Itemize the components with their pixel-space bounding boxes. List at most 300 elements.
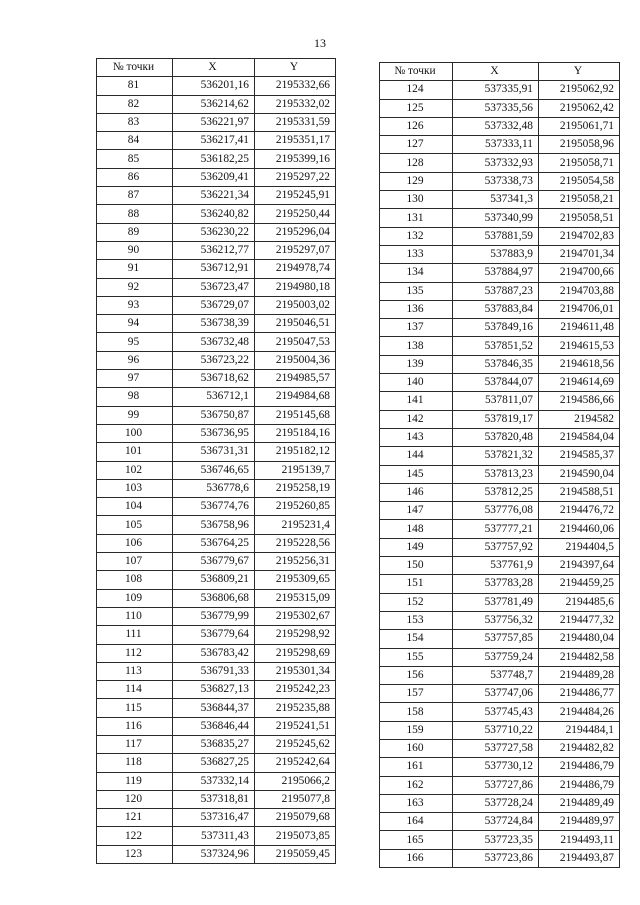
y-coordinate-cell: 2194397,64 bbox=[539, 557, 620, 575]
table-row bbox=[97, 699, 336, 717]
x-coordinate-cell: 537849,16 bbox=[453, 319, 539, 337]
point-number-cell: 146 bbox=[380, 483, 453, 501]
x-coordinate-cell: 536723,47 bbox=[173, 278, 255, 296]
y-coordinate-cell: 2195235,88 bbox=[255, 699, 336, 717]
table-row bbox=[97, 443, 336, 461]
point-number-cell: 96 bbox=[97, 351, 173, 369]
table-row bbox=[380, 465, 620, 483]
point-number-cell: 116 bbox=[97, 717, 173, 735]
header-y: Y bbox=[539, 63, 620, 81]
y-coordinate-cell: 2194615,53 bbox=[539, 337, 620, 355]
x-coordinate-cell: 536758,96 bbox=[173, 516, 255, 534]
y-coordinate-cell: 2195061,71 bbox=[539, 117, 620, 135]
table-row bbox=[380, 300, 620, 318]
table-row bbox=[97, 534, 336, 552]
table-row bbox=[97, 424, 336, 442]
table-row bbox=[97, 370, 336, 388]
y-coordinate-cell: 2194486,77 bbox=[539, 685, 620, 703]
x-coordinate-cell: 536806,68 bbox=[173, 589, 255, 607]
y-coordinate-cell: 2194476,72 bbox=[539, 502, 620, 520]
table-row bbox=[380, 447, 620, 465]
x-coordinate-cell: 537887,23 bbox=[453, 282, 539, 300]
x-coordinate-cell: 537748,7 bbox=[453, 666, 539, 684]
y-coordinate-cell: 2195059,45 bbox=[255, 845, 336, 863]
table-row bbox=[97, 809, 336, 827]
point-number-cell: 156 bbox=[380, 666, 453, 684]
y-coordinate-cell: 2195297,22 bbox=[255, 168, 336, 186]
point-number-cell: 123 bbox=[97, 845, 173, 863]
x-coordinate-cell: 537723,86 bbox=[453, 849, 539, 867]
y-coordinate-cell: 2195256,31 bbox=[255, 553, 336, 571]
x-coordinate-cell: 536729,07 bbox=[173, 296, 255, 314]
point-number-cell: 153 bbox=[380, 611, 453, 629]
x-coordinate-cell: 537761,9 bbox=[453, 557, 539, 575]
x-coordinate-cell: 537318,81 bbox=[173, 790, 255, 808]
x-coordinate-cell: 536240,82 bbox=[173, 205, 255, 223]
y-coordinate-cell: 2194985,57 bbox=[255, 370, 336, 388]
point-number-cell: 134 bbox=[380, 264, 453, 282]
x-coordinate-cell: 537759,24 bbox=[453, 648, 539, 666]
table-row bbox=[97, 553, 336, 571]
coordinates-table-right bbox=[379, 62, 620, 868]
point-number-cell: 139 bbox=[380, 355, 453, 373]
table-row bbox=[97, 77, 336, 95]
point-number-cell: 97 bbox=[97, 370, 173, 388]
x-coordinate-cell: 537883,9 bbox=[453, 245, 539, 263]
header-point-number: № точки bbox=[97, 59, 173, 77]
table-row bbox=[380, 136, 620, 154]
y-coordinate-cell: 2195296,04 bbox=[255, 223, 336, 241]
y-coordinate-cell: 2194482,58 bbox=[539, 648, 620, 666]
table-row bbox=[97, 132, 336, 150]
y-coordinate-cell: 2194484,1 bbox=[539, 721, 620, 739]
header-x: X bbox=[453, 63, 539, 81]
x-coordinate-cell: 536779,67 bbox=[173, 553, 255, 571]
x-coordinate-cell: 536221,97 bbox=[173, 113, 255, 131]
point-number-cell: 131 bbox=[380, 209, 453, 227]
table-row bbox=[380, 502, 620, 520]
point-number-cell: 100 bbox=[97, 424, 173, 442]
table-row bbox=[380, 154, 620, 172]
x-coordinate-cell: 536779,99 bbox=[173, 607, 255, 625]
point-number-cell: 149 bbox=[380, 538, 453, 556]
x-coordinate-cell: 537333,11 bbox=[453, 136, 539, 154]
table-row bbox=[97, 735, 336, 753]
x-coordinate-cell: 537884,97 bbox=[453, 264, 539, 282]
table-row bbox=[97, 296, 336, 314]
point-number-cell: 141 bbox=[380, 392, 453, 410]
table-row bbox=[97, 662, 336, 680]
table-row bbox=[380, 557, 620, 575]
table-row bbox=[380, 611, 620, 629]
point-number-cell: 164 bbox=[380, 813, 453, 831]
point-number-cell: 148 bbox=[380, 520, 453, 538]
table-row bbox=[380, 319, 620, 337]
y-coordinate-cell: 2195242,23 bbox=[255, 681, 336, 699]
table-row bbox=[380, 538, 620, 556]
point-number-cell: 93 bbox=[97, 296, 173, 314]
x-coordinate-cell: 537883,84 bbox=[453, 300, 539, 318]
point-number-cell: 135 bbox=[380, 282, 453, 300]
table-row bbox=[380, 721, 620, 739]
x-coordinate-cell: 536779,64 bbox=[173, 626, 255, 644]
table-row bbox=[380, 648, 620, 666]
y-coordinate-cell: 2194611,48 bbox=[539, 319, 620, 337]
y-coordinate-cell: 2194460,06 bbox=[539, 520, 620, 538]
table-row bbox=[380, 282, 620, 300]
x-coordinate-cell: 536182,25 bbox=[173, 150, 255, 168]
y-coordinate-cell: 2195258,19 bbox=[255, 479, 336, 497]
x-coordinate-cell: 537335,56 bbox=[453, 99, 539, 117]
x-coordinate-cell: 537710,22 bbox=[453, 721, 539, 739]
point-number-cell: 159 bbox=[380, 721, 453, 739]
x-coordinate-cell: 536791,33 bbox=[173, 662, 255, 680]
table-row bbox=[380, 99, 620, 117]
page-number: 13 bbox=[314, 36, 326, 50]
point-number-cell: 90 bbox=[97, 241, 173, 259]
table-row bbox=[380, 410, 620, 428]
x-coordinate-cell: 537724,84 bbox=[453, 813, 539, 831]
x-coordinate-cell: 536774,76 bbox=[173, 498, 255, 516]
y-coordinate-cell: 2195184,16 bbox=[255, 424, 336, 442]
table-row bbox=[380, 191, 620, 209]
x-coordinate-cell: 537783,28 bbox=[453, 575, 539, 593]
table-row bbox=[380, 758, 620, 776]
x-coordinate-cell: 537776,08 bbox=[453, 502, 539, 520]
table-row bbox=[97, 607, 336, 625]
table-row bbox=[97, 351, 336, 369]
y-coordinate-cell: 2195062,42 bbox=[539, 99, 620, 117]
table-row bbox=[97, 571, 336, 589]
x-coordinate-cell: 536738,39 bbox=[173, 315, 255, 333]
point-number-cell: 110 bbox=[97, 607, 173, 625]
y-coordinate-cell: 2195066,2 bbox=[255, 772, 336, 790]
point-number-cell: 101 bbox=[97, 443, 173, 461]
y-coordinate-cell: 2195046,51 bbox=[255, 315, 336, 333]
y-coordinate-cell: 2195245,91 bbox=[255, 187, 336, 205]
point-number-cell: 157 bbox=[380, 685, 453, 703]
y-coordinate-cell: 2195351,17 bbox=[255, 132, 336, 150]
point-number-cell: 106 bbox=[97, 534, 173, 552]
x-coordinate-cell: 537821,32 bbox=[453, 447, 539, 465]
table-row bbox=[380, 337, 620, 355]
point-number-cell: 126 bbox=[380, 117, 453, 135]
point-number-cell: 112 bbox=[97, 644, 173, 662]
point-number-cell: 142 bbox=[380, 410, 453, 428]
y-coordinate-cell: 2194701,34 bbox=[539, 245, 620, 263]
y-coordinate-cell: 2195058,51 bbox=[539, 209, 620, 227]
y-coordinate-cell: 2195298,92 bbox=[255, 626, 336, 644]
point-number-cell: 86 bbox=[97, 168, 173, 186]
table-row bbox=[97, 772, 336, 790]
x-coordinate-cell: 536214,62 bbox=[173, 95, 255, 113]
x-coordinate-cell: 537756,32 bbox=[453, 611, 539, 629]
table-row bbox=[380, 630, 620, 648]
x-coordinate-cell: 536217,41 bbox=[173, 132, 255, 150]
y-coordinate-cell: 2194618,56 bbox=[539, 355, 620, 373]
x-coordinate-cell: 537730,12 bbox=[453, 758, 539, 776]
point-number-cell: 84 bbox=[97, 132, 173, 150]
x-coordinate-cell: 537846,35 bbox=[453, 355, 539, 373]
table-row bbox=[97, 150, 336, 168]
x-coordinate-cell: 536827,25 bbox=[173, 754, 255, 772]
x-coordinate-cell: 537311,43 bbox=[173, 827, 255, 845]
table-row bbox=[380, 428, 620, 446]
y-coordinate-cell: 2195139,7 bbox=[255, 461, 336, 479]
table-row bbox=[97, 187, 336, 205]
point-number-cell: 114 bbox=[97, 681, 173, 699]
y-coordinate-cell: 2195332,66 bbox=[255, 77, 336, 95]
table-row bbox=[380, 831, 620, 849]
y-coordinate-cell: 2194984,68 bbox=[255, 388, 336, 406]
table-row bbox=[97, 790, 336, 808]
table-row bbox=[97, 260, 336, 278]
point-number-cell: 166 bbox=[380, 849, 453, 867]
table-row bbox=[97, 516, 336, 534]
point-number-cell: 158 bbox=[380, 703, 453, 721]
y-coordinate-cell: 2194700,66 bbox=[539, 264, 620, 282]
x-coordinate-cell: 537723,35 bbox=[453, 831, 539, 849]
y-coordinate-cell: 2195331,59 bbox=[255, 113, 336, 131]
point-number-cell: 137 bbox=[380, 319, 453, 337]
point-number-cell: 133 bbox=[380, 245, 453, 263]
table-row bbox=[380, 666, 620, 684]
y-coordinate-cell: 2194706,01 bbox=[539, 300, 620, 318]
table-row bbox=[380, 245, 620, 263]
y-coordinate-cell: 2195301,34 bbox=[255, 662, 336, 680]
y-coordinate-cell: 2195182,12 bbox=[255, 443, 336, 461]
point-number-cell: 88 bbox=[97, 205, 173, 223]
header-y: Y bbox=[255, 59, 336, 77]
x-coordinate-cell: 536809,21 bbox=[173, 571, 255, 589]
x-coordinate-cell: 536723,22 bbox=[173, 351, 255, 369]
table-row bbox=[380, 813, 620, 831]
y-coordinate-cell: 2194493,11 bbox=[539, 831, 620, 849]
table-row bbox=[97, 388, 336, 406]
table-row bbox=[97, 315, 336, 333]
x-coordinate-cell: 536718,62 bbox=[173, 370, 255, 388]
point-number-cell: 128 bbox=[380, 154, 453, 172]
point-number-cell: 144 bbox=[380, 447, 453, 465]
point-number-cell: 138 bbox=[380, 337, 453, 355]
table-row bbox=[97, 626, 336, 644]
x-coordinate-cell: 536764,25 bbox=[173, 534, 255, 552]
x-coordinate-cell: 536731,31 bbox=[173, 443, 255, 461]
table-row bbox=[97, 205, 336, 223]
table-row bbox=[380, 593, 620, 611]
y-coordinate-cell: 2195079,68 bbox=[255, 809, 336, 827]
point-number-cell: 118 bbox=[97, 754, 173, 772]
y-coordinate-cell: 2194482,82 bbox=[539, 739, 620, 757]
x-coordinate-cell: 537727,58 bbox=[453, 739, 539, 757]
y-coordinate-cell: 2194459,25 bbox=[539, 575, 620, 593]
y-coordinate-cell: 2194586,66 bbox=[539, 392, 620, 410]
x-coordinate-cell: 537844,07 bbox=[453, 374, 539, 392]
header-x: X bbox=[173, 59, 255, 77]
point-number-cell: 81 bbox=[97, 77, 173, 95]
table-row bbox=[97, 461, 336, 479]
y-coordinate-cell: 2195054,58 bbox=[539, 172, 620, 190]
x-coordinate-cell: 536736,95 bbox=[173, 424, 255, 442]
point-number-cell: 105 bbox=[97, 516, 173, 534]
point-number-cell: 107 bbox=[97, 553, 173, 571]
table-row bbox=[97, 406, 336, 424]
y-coordinate-cell: 2194614,69 bbox=[539, 374, 620, 392]
x-coordinate-cell: 537338,73 bbox=[453, 172, 539, 190]
y-coordinate-cell: 2194480,04 bbox=[539, 630, 620, 648]
y-coordinate-cell: 2195298,69 bbox=[255, 644, 336, 662]
point-number-cell: 161 bbox=[380, 758, 453, 776]
table-row bbox=[380, 703, 620, 721]
y-coordinate-cell: 2195004,36 bbox=[255, 351, 336, 369]
y-coordinate-cell: 2195309,65 bbox=[255, 571, 336, 589]
x-coordinate-cell: 536732,48 bbox=[173, 333, 255, 351]
y-coordinate-cell: 2194590,04 bbox=[539, 465, 620, 483]
table-row bbox=[97, 241, 336, 259]
x-coordinate-cell: 536712,1 bbox=[173, 388, 255, 406]
y-coordinate-cell: 2195297,07 bbox=[255, 241, 336, 259]
x-coordinate-cell: 536209,41 bbox=[173, 168, 255, 186]
point-number-cell: 108 bbox=[97, 571, 173, 589]
point-number-cell: 154 bbox=[380, 630, 453, 648]
point-number-cell: 99 bbox=[97, 406, 173, 424]
y-coordinate-cell: 2195058,96 bbox=[539, 136, 620, 154]
point-number-cell: 122 bbox=[97, 827, 173, 845]
point-number-cell: 163 bbox=[380, 794, 453, 812]
y-coordinate-cell: 2194585,37 bbox=[539, 447, 620, 465]
x-coordinate-cell: 537728,24 bbox=[453, 794, 539, 812]
x-coordinate-cell: 537851,52 bbox=[453, 337, 539, 355]
x-coordinate-cell: 537881,59 bbox=[453, 227, 539, 245]
point-number-cell: 119 bbox=[97, 772, 173, 790]
point-number-cell: 115 bbox=[97, 699, 173, 717]
table-row bbox=[97, 223, 336, 241]
table-row bbox=[97, 717, 336, 735]
y-coordinate-cell: 2194980,18 bbox=[255, 278, 336, 296]
point-number-cell: 143 bbox=[380, 428, 453, 446]
point-number-cell: 130 bbox=[380, 191, 453, 209]
table-row bbox=[97, 681, 336, 699]
x-coordinate-cell: 537340,99 bbox=[453, 209, 539, 227]
y-coordinate-cell: 2195231,4 bbox=[255, 516, 336, 534]
table-row bbox=[380, 849, 620, 867]
y-coordinate-cell: 2195250,44 bbox=[255, 205, 336, 223]
point-number-cell: 95 bbox=[97, 333, 173, 351]
x-coordinate-cell: 536201,16 bbox=[173, 77, 255, 95]
x-coordinate-cell: 536778,6 bbox=[173, 479, 255, 497]
y-coordinate-cell: 2194703,88 bbox=[539, 282, 620, 300]
x-coordinate-cell: 537332,93 bbox=[453, 154, 539, 172]
y-coordinate-cell: 2195003,02 bbox=[255, 296, 336, 314]
point-number-cell: 113 bbox=[97, 662, 173, 680]
x-coordinate-cell: 537812,25 bbox=[453, 483, 539, 501]
point-number-cell: 103 bbox=[97, 479, 173, 497]
point-number-cell: 82 bbox=[97, 95, 173, 113]
table-row bbox=[380, 776, 620, 794]
y-coordinate-cell: 2195145,68 bbox=[255, 406, 336, 424]
y-coordinate-cell: 2194702,83 bbox=[539, 227, 620, 245]
y-coordinate-cell: 2194489,28 bbox=[539, 666, 620, 684]
point-number-cell: 91 bbox=[97, 260, 173, 278]
x-coordinate-cell: 536783,42 bbox=[173, 644, 255, 662]
x-coordinate-cell: 537757,92 bbox=[453, 538, 539, 556]
table-row bbox=[380, 520, 620, 538]
point-number-cell: 160 bbox=[380, 739, 453, 757]
table-row bbox=[97, 644, 336, 662]
point-number-cell: 121 bbox=[97, 809, 173, 827]
y-coordinate-cell: 2195242,64 bbox=[255, 754, 336, 772]
table-row bbox=[380, 794, 620, 812]
point-number-cell: 83 bbox=[97, 113, 173, 131]
table-row bbox=[380, 575, 620, 593]
table-row bbox=[97, 168, 336, 186]
point-number-cell: 87 bbox=[97, 187, 173, 205]
x-coordinate-cell: 537820,48 bbox=[453, 428, 539, 446]
y-coordinate-cell: 2194588,51 bbox=[539, 483, 620, 501]
y-coordinate-cell: 2194978,74 bbox=[255, 260, 336, 278]
point-number-cell: 120 bbox=[97, 790, 173, 808]
x-coordinate-cell: 537781,49 bbox=[453, 593, 539, 611]
point-number-cell: 165 bbox=[380, 831, 453, 849]
y-coordinate-cell: 2194582 bbox=[539, 410, 620, 428]
x-coordinate-cell: 536750,87 bbox=[173, 406, 255, 424]
point-number-cell: 85 bbox=[97, 150, 173, 168]
x-coordinate-cell: 537332,48 bbox=[453, 117, 539, 135]
y-coordinate-cell: 2194493,87 bbox=[539, 849, 620, 867]
table-row bbox=[97, 498, 336, 516]
y-coordinate-cell: 2194485,6 bbox=[539, 593, 620, 611]
point-number-cell: 109 bbox=[97, 589, 173, 607]
coordinates-table-left bbox=[96, 58, 336, 864]
table-row bbox=[97, 479, 336, 497]
x-coordinate-cell: 537316,47 bbox=[173, 809, 255, 827]
x-coordinate-cell: 536712,91 bbox=[173, 260, 255, 278]
table-row bbox=[97, 113, 336, 131]
table-row bbox=[380, 172, 620, 190]
table-row bbox=[380, 392, 620, 410]
point-number-cell: 151 bbox=[380, 575, 453, 593]
table-row bbox=[380, 81, 620, 99]
y-coordinate-cell: 2194489,97 bbox=[539, 813, 620, 831]
table-row bbox=[97, 754, 336, 772]
x-coordinate-cell: 536212,77 bbox=[173, 241, 255, 259]
x-coordinate-cell: 536844,37 bbox=[173, 699, 255, 717]
point-number-cell: 125 bbox=[380, 99, 453, 117]
point-number-cell: 132 bbox=[380, 227, 453, 245]
y-coordinate-cell: 2194486,79 bbox=[539, 758, 620, 776]
point-number-cell: 98 bbox=[97, 388, 173, 406]
point-number-cell: 162 bbox=[380, 776, 453, 794]
y-coordinate-cell: 2195260,85 bbox=[255, 498, 336, 516]
point-number-cell: 92 bbox=[97, 278, 173, 296]
table-row bbox=[380, 739, 620, 757]
point-number-cell: 127 bbox=[380, 136, 453, 154]
x-coordinate-cell: 536746,65 bbox=[173, 461, 255, 479]
x-coordinate-cell: 536221,34 bbox=[173, 187, 255, 205]
x-coordinate-cell: 537813,23 bbox=[453, 465, 539, 483]
table-row bbox=[97, 333, 336, 351]
point-number-cell: 94 bbox=[97, 315, 173, 333]
point-number-cell: 102 bbox=[97, 461, 173, 479]
point-number-cell: 147 bbox=[380, 502, 453, 520]
table-header-row bbox=[380, 63, 620, 81]
y-coordinate-cell: 2195047,53 bbox=[255, 333, 336, 351]
y-coordinate-cell: 2194584,04 bbox=[539, 428, 620, 446]
table-row bbox=[380, 117, 620, 135]
x-coordinate-cell: 536230,22 bbox=[173, 223, 255, 241]
point-number-cell: 111 bbox=[97, 626, 173, 644]
point-number-cell: 129 bbox=[380, 172, 453, 190]
